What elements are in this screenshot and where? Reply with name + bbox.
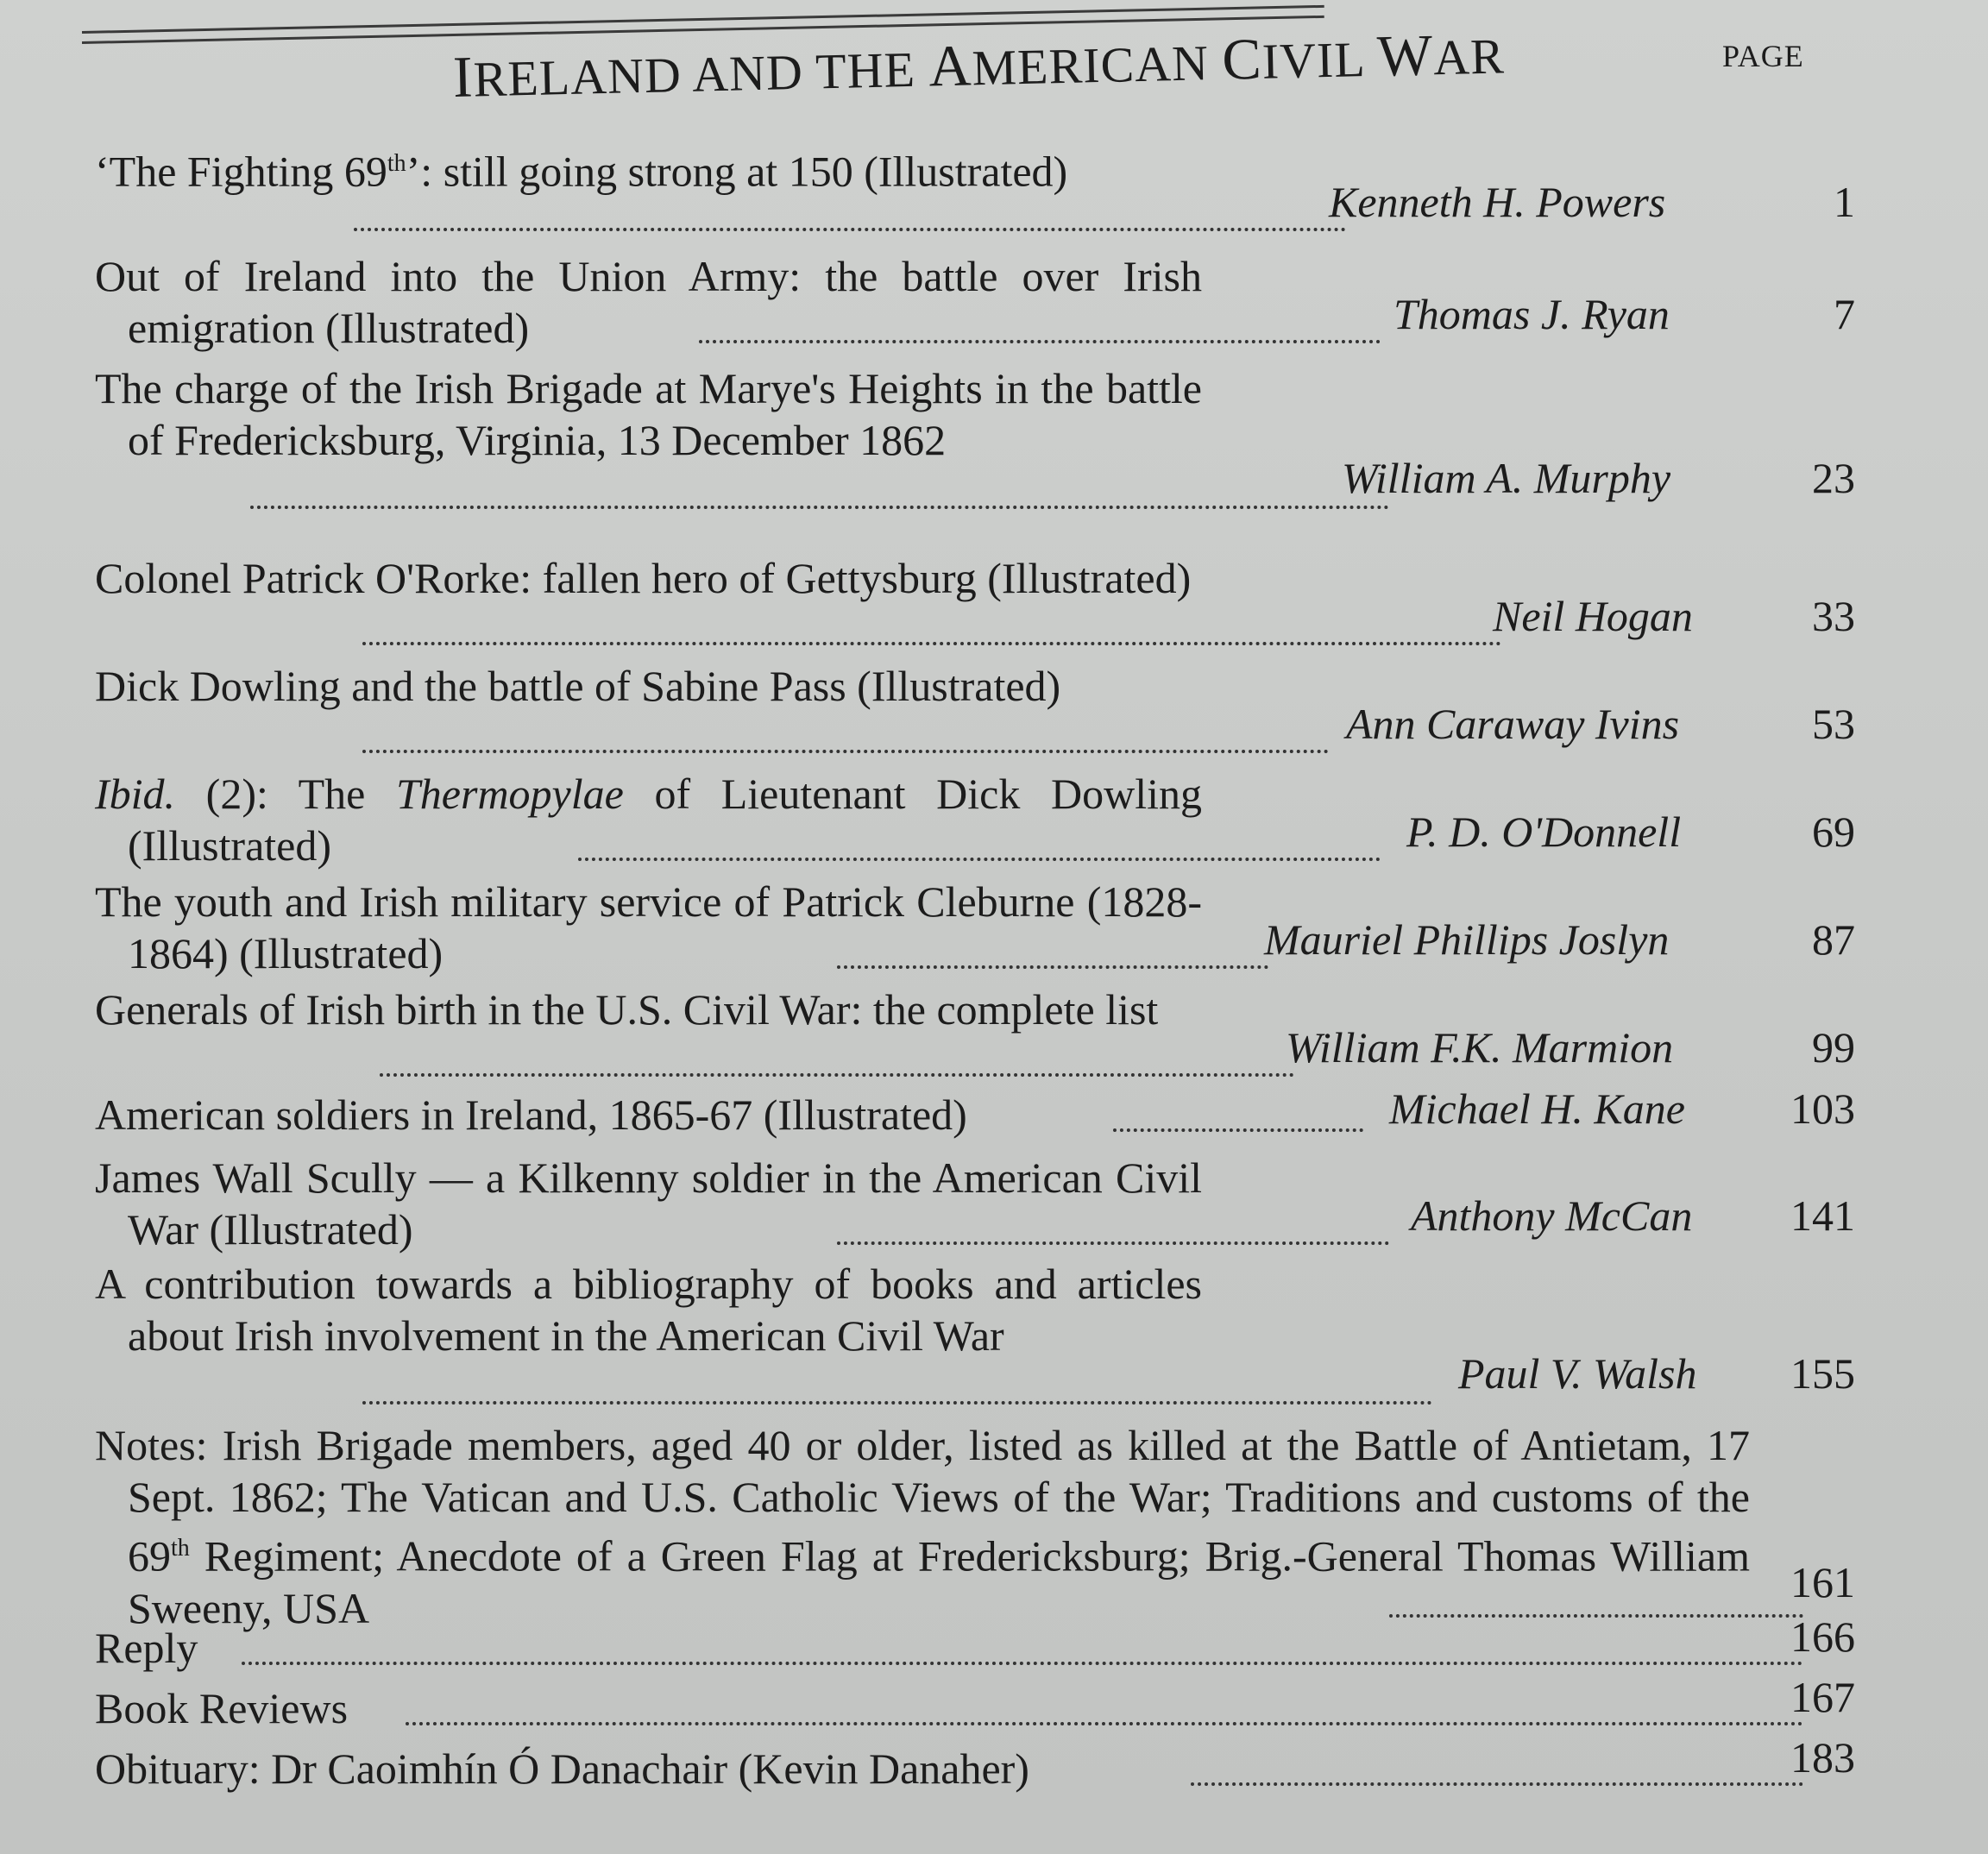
toc-entry[interactable] (95, 1673, 1907, 1734)
toc-entry[interactable] (95, 1733, 1907, 1794)
page-column-label: PAGE (1722, 39, 1804, 73)
toc-entry[interactable] (95, 660, 1907, 748)
entry-page-number: 167 (1790, 1673, 1855, 1721)
dot-leader (406, 1719, 1803, 1725)
entry-page-number: 103 (1790, 1084, 1855, 1133)
dot-leader (250, 502, 1389, 509)
entry-author: Paul V. Walsh (1458, 1349, 1697, 1398)
dot-leader (242, 1658, 1803, 1665)
entry-title: Generals of Irish birth in the U.S. Civil War: the complete list (95, 985, 1159, 1034)
toc-entry[interactable] (95, 362, 1907, 502)
entry-title: The charge of the Irish Brigade at Marye's Heights in the battle of Fredericksburg, Virginia, 13 December 1862 (95, 364, 1202, 464)
entry-author: Michael H. Kane (1389, 1084, 1685, 1133)
toc-entry[interactable] (95, 1258, 1907, 1398)
entry-page-number: 183 (1790, 1733, 1855, 1782)
entry-title: Ibid. (2): The Thermopylae of Lieutenant Dick Dowling (Illustrated) (95, 770, 1203, 870)
dot-leader (837, 1238, 1389, 1245)
entry-title: Reply (95, 1624, 198, 1672)
entry-author: Anthony McCan (1411, 1191, 1693, 1240)
entry-title: The youth and Irish military service of Patrick Cleburne (1828-1864) (Illustrated) (95, 877, 1202, 977)
entry-author: William A. Murphy (1342, 454, 1671, 502)
toc-entry[interactable] (95, 876, 1907, 979)
toc-entry[interactable] (95, 1419, 1907, 1634)
entry-author: Thomas J. Ryan (1393, 290, 1670, 338)
entry-page-number: 166 (1790, 1612, 1855, 1661)
dot-leader (362, 746, 1329, 753)
dot-leader (1191, 1779, 1803, 1786)
entry-title: Obituary: Dr Caoimhín Ó Danachair (Kevin Danaher) (95, 1744, 1029, 1793)
entry-title: Out of Ireland into the Union Army: the battle over Irish emigration (Illustrated) (95, 252, 1202, 352)
dot-leader (578, 854, 1381, 861)
dot-leader (362, 638, 1501, 645)
toc-entry[interactable] (95, 1084, 1907, 1141)
entry-page-number: 53 (1812, 700, 1855, 748)
page-title: IRELAND AND THE AMERICAN CIVIL WAR (452, 22, 1506, 110)
toc-entry[interactable] (95, 1612, 1907, 1674)
entry-page-number: 161 (1790, 1558, 1855, 1606)
entry-author: William F.K. Marmion (1286, 1023, 1674, 1072)
dot-leader (380, 1070, 1294, 1077)
entry-page-number: 7 (1834, 290, 1855, 338)
dot-leader (699, 336, 1381, 343)
dot-leader (1113, 1125, 1363, 1132)
entry-author: Kenneth H. Powers (1329, 178, 1666, 226)
entry-page-number: 141 (1790, 1191, 1855, 1240)
toc-entry[interactable] (95, 768, 1907, 871)
dot-leader (837, 962, 1268, 969)
entry-title: American soldiers in Ireland, 1865-67 (Illustrated) (95, 1090, 967, 1139)
entry-title: James Wall Scully — a Kilkenny soldier in the American Civil War (Illustrated) (95, 1153, 1202, 1254)
entry-author: Ann Caraway Ivins (1346, 700, 1680, 748)
toc-entry[interactable] (95, 138, 1907, 226)
entry-title: A contribution towards a bibliography of books and articles about Irish involvement in the American Civil War (95, 1260, 1202, 1360)
entry-page-number: 99 (1812, 1023, 1855, 1072)
dot-leader (362, 1398, 1432, 1405)
entry-page-number: 69 (1812, 808, 1855, 856)
entry-author: P. D. O'Donnell (1406, 808, 1682, 856)
entry-author: Neil Hogan (1493, 592, 1693, 640)
entry-page-number: 155 (1790, 1349, 1855, 1398)
entry-title: Book Reviews (95, 1684, 349, 1732)
dot-leader (354, 224, 1346, 231)
entry-page-number: 23 (1812, 454, 1855, 502)
toc-entry[interactable] (95, 552, 1907, 640)
entry-title: Colonel Patrick O'Rorke: fallen hero of Gettysburg (Illustrated) (95, 554, 1192, 602)
entry-title: Notes: Irish Brigade members, aged 40 or older, listed as killed at the Battle of Antietam, 17 Sept. 1862; The Vatican and U.S. Catholic Views of the War; Traditions and customs of the 69th Regiment; Anecdote of a Green Flag at Fredericksburg; Brig.-General Thomas William Sweeny, USA (95, 1421, 1750, 1632)
toc-entry[interactable] (95, 1152, 1907, 1255)
entry-page-number: 87 (1812, 915, 1855, 964)
toc-entry[interactable] (95, 984, 1907, 1072)
entry-page-number: 33 (1812, 592, 1855, 640)
entry-author: Mauriel Phillips Joslyn (1264, 915, 1670, 964)
entry-page-number: 1 (1834, 178, 1855, 226)
entry-title: ‘The Fighting 69th’: still going strong at 150 (Illustrated) (95, 147, 1068, 196)
entry-title: Dick Dowling and the battle of Sabine Pass (Illustrated) (95, 662, 1061, 710)
dot-leader (1389, 1611, 1803, 1618)
toc-entry[interactable] (95, 250, 1907, 354)
